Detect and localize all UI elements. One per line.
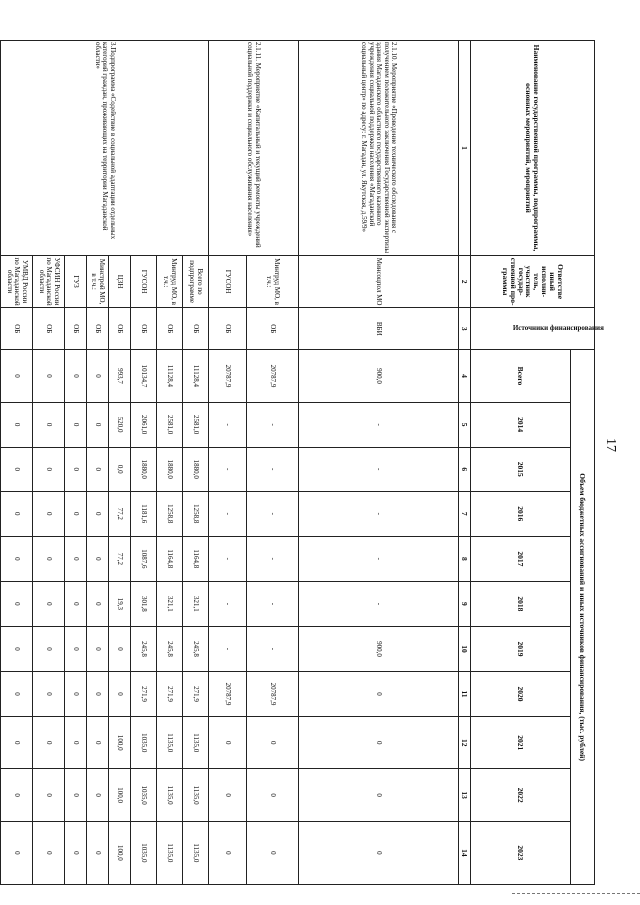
value-cell: 1880,0 xyxy=(131,447,157,491)
value-cell: 0 xyxy=(33,769,65,821)
value-cell: - xyxy=(247,491,299,536)
value-cell: 0 xyxy=(65,671,87,716)
responsible-cell: ГУЗ xyxy=(65,255,87,307)
value-cell: 0 xyxy=(1,821,33,884)
value-cell: 0 xyxy=(87,626,109,671)
value-cell: 0 xyxy=(87,491,109,536)
column-number: 14 xyxy=(459,821,471,884)
responsible-cell: ГУСОН xyxy=(131,255,157,307)
value-cell: 0,0 xyxy=(109,447,131,491)
source-cell: ОБ xyxy=(131,308,157,350)
value-cell: 0 xyxy=(1,717,33,769)
column-number: 6 xyxy=(459,447,471,491)
value-cell xyxy=(0,491,1,536)
value-cell: 1135,0 xyxy=(183,769,209,821)
value-cell: 0 xyxy=(33,350,65,402)
value-cell: 100,0 xyxy=(109,717,131,769)
table-row xyxy=(247,41,299,885)
value-cell: - xyxy=(247,536,299,581)
year-header: Всего xyxy=(471,350,571,402)
value-cell xyxy=(0,447,1,491)
value-cell: 0 xyxy=(87,769,109,821)
year-header: 2020 xyxy=(471,671,571,716)
responsible-cell: Минстрой МО, в т.ч.: xyxy=(87,255,109,307)
value-cell: 0 xyxy=(1,671,33,716)
value-cell: 0 xyxy=(299,671,459,716)
column-number: 5 xyxy=(459,402,471,447)
value-cell: 0 xyxy=(87,402,109,447)
value-cell: 0 xyxy=(33,626,65,671)
year-header: 2021 xyxy=(471,717,571,769)
value-cell: 77,2 xyxy=(109,491,131,536)
value-cell: 0 xyxy=(33,491,65,536)
value-cell: 0 xyxy=(1,536,33,581)
value-cell: 520,0 xyxy=(109,402,131,447)
value-cell: 245,8 xyxy=(131,626,157,671)
source-cell: ОБ xyxy=(87,308,109,350)
value-cell: 0 xyxy=(65,581,87,626)
value-cell: 0 xyxy=(1,447,33,491)
value-cell: 0 xyxy=(1,581,33,626)
value-cell: 0 xyxy=(1,626,33,671)
value-cell: 993,7 xyxy=(109,350,131,402)
column-number: 9 xyxy=(459,581,471,626)
value-cell: 0 xyxy=(65,626,87,671)
table-body xyxy=(0,41,459,885)
value-cell: 321,1 xyxy=(183,581,209,626)
value-cell: 900,0 xyxy=(299,350,459,402)
year-header: 2015 xyxy=(471,447,571,491)
value-cell: 0 xyxy=(109,626,131,671)
value-cell: 1258,8 xyxy=(183,491,209,536)
value-cell: 0 xyxy=(87,717,109,769)
value-cell: 0 xyxy=(87,821,109,884)
value-cell: 1135,0 xyxy=(183,821,209,884)
value-cell: 0 xyxy=(33,581,65,626)
value-cell: 1135,0 xyxy=(157,717,183,769)
source-cell: ОБ xyxy=(183,308,209,350)
value-cell xyxy=(0,769,1,821)
source-cell: ОБ xyxy=(247,308,299,350)
value-cell: 19,3 xyxy=(109,581,131,626)
header-name: Наименование государственной программы, подпрограммы, основных мероприятий, мероприятий xyxy=(471,41,595,256)
value-cell: 0 xyxy=(65,350,87,402)
value-cell: - xyxy=(299,581,459,626)
column-number: 12 xyxy=(459,717,471,769)
column-number: 2 xyxy=(459,255,471,307)
value-cell: 1181,6 xyxy=(131,491,157,536)
column-number: 4 xyxy=(459,350,471,402)
page-number: 17 xyxy=(603,438,618,452)
rotated-table-container xyxy=(5,40,605,885)
source-cell: ОБ xyxy=(157,308,183,350)
value-cell: 100,0 xyxy=(109,821,131,884)
value-cell: 0 xyxy=(1,491,33,536)
value-cell: 0 xyxy=(109,671,131,716)
responsible-cell: ЦЗН xyxy=(109,255,131,307)
value-cell: - xyxy=(209,536,247,581)
column-number: 8 xyxy=(459,536,471,581)
responsible-cell xyxy=(0,255,1,307)
program-name-cell: 3.Подпрограмма «Содействие в социальной адаптации отдельных категорий граждан, проживающих на территории Магаданской области» xyxy=(1,41,209,256)
value-cell xyxy=(0,581,1,626)
value-cell: 321,1 xyxy=(157,581,183,626)
value-cell xyxy=(0,350,1,402)
footer-divider xyxy=(512,893,640,894)
value-cell xyxy=(0,626,1,671)
value-cell: 2581,0 xyxy=(157,402,183,447)
funding-table xyxy=(0,40,605,885)
table-row xyxy=(0,41,1,885)
value-cell: 20787,9 xyxy=(247,350,299,402)
value-cell: 11128,4 xyxy=(157,350,183,402)
value-cell: 0 xyxy=(65,536,87,581)
value-cell: - xyxy=(209,491,247,536)
value-cell: 900,0 xyxy=(299,626,459,671)
column-number: 7 xyxy=(459,491,471,536)
value-cell: 0 xyxy=(247,821,299,884)
value-cell: 1880,0 xyxy=(157,447,183,491)
program-name-cell xyxy=(0,41,1,256)
value-cell: 245,8 xyxy=(183,626,209,671)
responsible-cell: ГУСОН xyxy=(209,255,247,307)
year-header: 2014 xyxy=(471,402,571,447)
value-cell: 1135,0 xyxy=(157,821,183,884)
responsible-cell: УМВД России по Магаданской области xyxy=(1,255,33,307)
value-cell: 0 xyxy=(87,671,109,716)
value-cell: 0 xyxy=(65,491,87,536)
value-cell: 1035,0 xyxy=(131,769,157,821)
value-cell: 20787,9 xyxy=(209,350,247,402)
year-header: 2016 xyxy=(471,491,571,536)
responsible-cell: Всего по подпрограмме xyxy=(183,255,209,307)
value-cell: 1135,0 xyxy=(157,769,183,821)
value-cell: 0 xyxy=(1,402,33,447)
value-cell: 100,0 xyxy=(109,769,131,821)
source-cell: ОБ xyxy=(109,308,131,350)
source-cell: ВБИ xyxy=(299,308,459,350)
value-cell: 0 xyxy=(209,769,247,821)
year-header: 2017 xyxy=(471,536,571,581)
table-row xyxy=(183,41,209,885)
value-cell: 245,8 xyxy=(157,626,183,671)
value-cell: 0 xyxy=(1,769,33,821)
source-cell: ОБ xyxy=(65,308,87,350)
value-cell: 0 xyxy=(65,717,87,769)
header-funding-title: Объем бюджетных ассигнований и иных источников финансирования, (тыс. рублей) xyxy=(571,350,595,885)
source-cell: ОБ xyxy=(1,308,33,350)
value-cell: 0 xyxy=(87,581,109,626)
value-cell: 0 xyxy=(209,821,247,884)
responsible-cell: Минсоцпол МО xyxy=(299,255,459,307)
header-responsible: Ответстве нный исполни- тель, участник государ- ственной про- граммы xyxy=(471,255,595,307)
value-cell: 0 xyxy=(65,769,87,821)
year-header: 2018 xyxy=(471,581,571,626)
value-cell: 1164,8 xyxy=(157,536,183,581)
column-number: 1 xyxy=(459,41,471,256)
value-cell: 0 xyxy=(299,821,459,884)
value-cell: - xyxy=(209,581,247,626)
value-cell: 0 xyxy=(87,350,109,402)
value-cell xyxy=(0,821,1,884)
value-cell: 1880,0 xyxy=(183,447,209,491)
value-cell xyxy=(0,671,1,716)
year-header: 2023 xyxy=(471,821,571,884)
value-cell: - xyxy=(247,626,299,671)
value-cell: 1035,0 xyxy=(131,717,157,769)
source-cell: ОБ xyxy=(209,308,247,350)
value-cell: 0 xyxy=(65,821,87,884)
value-cell: 11128,4 xyxy=(183,350,209,402)
value-cell xyxy=(0,402,1,447)
year-header: 2022 xyxy=(471,769,571,821)
value-cell: - xyxy=(299,447,459,491)
value-cell: 301,8 xyxy=(131,581,157,626)
value-cell: - xyxy=(299,402,459,447)
source-cell: ОБ xyxy=(33,308,65,350)
value-cell: - xyxy=(247,402,299,447)
value-cell: 1135,0 xyxy=(183,717,209,769)
value-cell: 1164,8 xyxy=(183,536,209,581)
year-header: 2019 xyxy=(471,626,571,671)
value-cell: - xyxy=(299,536,459,581)
value-cell: 0 xyxy=(33,447,65,491)
value-cell: 20787,9 xyxy=(209,671,247,716)
value-cell: 0 xyxy=(87,447,109,491)
header-source: Источники финансирования xyxy=(471,308,595,350)
value-cell: 0 xyxy=(299,717,459,769)
responsible-cell: Минтруд МО, в т.ч.: xyxy=(247,255,299,307)
responsible-cell: Минтруд МО, в т.ч.: xyxy=(157,255,183,307)
column-number: 11 xyxy=(459,671,471,716)
value-cell: 0 xyxy=(33,402,65,447)
value-cell: 1258,8 xyxy=(157,491,183,536)
value-cell: 0 xyxy=(33,717,65,769)
column-number: 10 xyxy=(459,626,471,671)
value-cell: 0 xyxy=(1,350,33,402)
program-name-cell: 2.1.11. Мероприятие «Капитальный и текущий ремонты учреждений социальной поддержки и социального обслуживания населения» xyxy=(209,41,299,256)
value-cell xyxy=(0,536,1,581)
value-cell: 2581,0 xyxy=(183,402,209,447)
value-cell: 0 xyxy=(33,821,65,884)
value-cell: 0 xyxy=(247,717,299,769)
value-cell: - xyxy=(209,402,247,447)
responsible-cell: УФСИН России по Магаданской области xyxy=(33,255,65,307)
value-cell: 0 xyxy=(247,769,299,821)
program-name-cell: 2.1.10. Мероприятие «Проведение технического обследования с получением положительного заключения Государственной экспертизы здания Магаданского областного государственного казенного учреждения социальной поддержки населения «Магаданский социальный центр» по адресу: г. Магадан, ул. Якутская, д.59/9» xyxy=(299,41,459,256)
value-cell: 271,9 xyxy=(131,671,157,716)
value-cell: 77,2 xyxy=(109,536,131,581)
value-cell: 0 xyxy=(299,769,459,821)
table-row xyxy=(299,41,459,885)
value-cell: 1087,6 xyxy=(131,536,157,581)
value-cell: - xyxy=(299,491,459,536)
value-cell: - xyxy=(247,447,299,491)
value-cell: 0 xyxy=(209,717,247,769)
value-cell: - xyxy=(209,447,247,491)
value-cell: 271,9 xyxy=(157,671,183,716)
value-cell: 0 xyxy=(65,402,87,447)
value-cell: 0 xyxy=(33,536,65,581)
source-cell xyxy=(0,308,1,350)
value-cell: 10134,7 xyxy=(131,350,157,402)
value-cell xyxy=(0,717,1,769)
value-cell: 0 xyxy=(65,447,87,491)
value-cell: - xyxy=(247,581,299,626)
column-number: 13 xyxy=(459,769,471,821)
value-cell: 271,9 xyxy=(183,671,209,716)
column-number: 3 xyxy=(459,308,471,350)
value-cell: 2061,0 xyxy=(131,402,157,447)
value-cell: 1035,0 xyxy=(131,821,157,884)
value-cell: 0 xyxy=(33,671,65,716)
value-cell: 0 xyxy=(87,536,109,581)
value-cell: - xyxy=(209,626,247,671)
value-cell: 20787,9 xyxy=(247,671,299,716)
